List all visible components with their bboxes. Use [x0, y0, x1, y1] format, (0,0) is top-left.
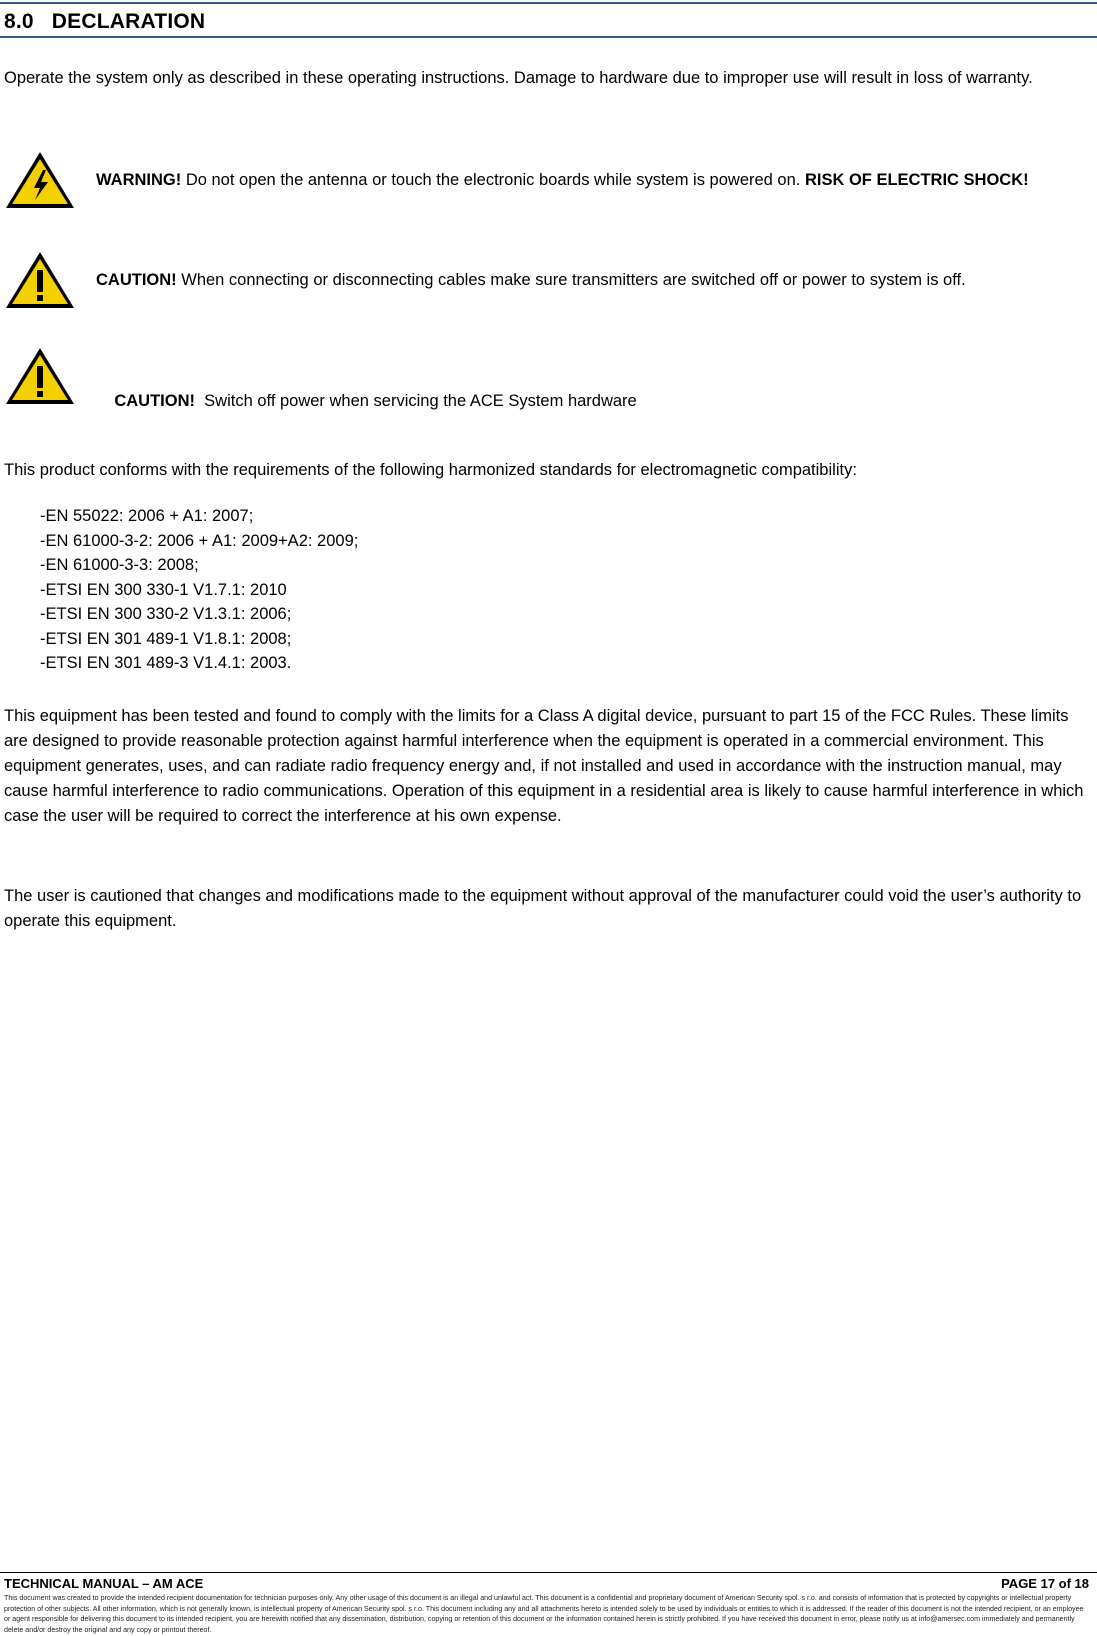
warning-body: Do not open the antenna or touch the electronic boards while system is powered on.: [181, 171, 805, 189]
user-caution-paragraph: The user is cautioned that changes and modifications made to the equipment without approval of the manufacturer could void the user’s authority to operate this equipment.: [4, 887, 1082, 930]
footer-rule: [0, 1572, 1097, 1573]
page-number: PAGE 17 of 18: [1001, 1576, 1089, 1591]
caution-icon: [4, 346, 76, 406]
standards-intro: This product conforms with the requirements of the following harmonized standards for electromagnetic compatibility:: [4, 461, 857, 479]
caution-text-cables: [96, 268, 1086, 293]
list-item: -ETSI EN 300 330-2 V1.3.1: 2006;: [40, 605, 292, 623]
section-heading: [4, 10, 205, 34]
warning-text: [96, 168, 1086, 193]
footer-disclaimer: This document was created to provide the intended recipient documentation for technician purposes only. Any other usage of this document is an illegal and unlawful act. This document is a confidential and proprietary document of American Security spol. s r.o. and consists of information that is protected by copyrights or intellectual property protection of other subjects. All other information, which is not generally known, is intellectual property of American Security spol. s r.o. This document including any and all attachments hereto is intended solely to be used by individuals or entities to which it is addressed. If the reader of this document is not the intended recipient, or an employee or agent responsible for delivering this document to its intended recipient, you are herewith notified that any dissemination, distribution, copying or retention of this document or the information contained herein is strictly prohibited. If you have received this document in error, please notify us at info@amersec.com immediately and permanently delete and/or destroy the original and any copy or printout thereof.: [4, 1594, 1084, 1634]
caution-notice-servicing: [4, 346, 1090, 416]
footer-title: TECHNICAL MANUAL – AM ACE: [4, 1576, 204, 1591]
electric-shock-warning-icon: [4, 150, 76, 210]
list-item: -ETSI EN 301 489-1 V1.8.1: 2008;: [40, 629, 292, 648]
section-number: 8.0: [4, 10, 34, 33]
warning-emphasis: RISK OF ELECTRIC SHOCK!: [804, 171, 1029, 189]
caution-body: Switch off power when servicing the ACE System hardware: [195, 392, 637, 410]
intro-paragraph: Operate the system only as described in these operating instructions. Damage to hardware due to improper use will result in loss of warranty.: [4, 69, 1033, 87]
standards-list: [40, 504, 358, 676]
section-title: DECLARATION: [51, 10, 206, 33]
warning-notice: [4, 150, 1090, 220]
list-item: -ETSI EN 300 330-1 V1.7.1: 2010: [40, 580, 287, 599]
caution-label: CAUTION!: [96, 271, 177, 289]
list-item: -ETSI EN 301 489-3 V1.4.1: 2003.: [40, 654, 292, 672]
warning-label: WARNING!: [96, 171, 182, 189]
list-item: -EN 61000-3-3: 2008;: [40, 556, 199, 574]
fcc-paragraph: This equipment has been tested and found to comply with the limits for a Class A digital device, pursuant to part 15 of the FCC Rules. These limits are designed to provide reasonable protection against harmful interference when the equipment is operated in a commercial environment. This equipment generates, uses, and can radiate radio frequency energy and, if not installed and used in accordance with the instruction manual, may cause harmful interference to radio communications. Operation of this equipment in a residential area is likely to cause harmful interference in which case the user will be required to correct the interference at his own expense.: [4, 707, 1084, 825]
caution-body: When connecting or disconnecting cables make sure transmitters are switched off or power to system is off.: [176, 271, 966, 289]
list-item: -EN 55022: 2006 + A1: 2007;: [40, 507, 254, 525]
caution-text-servicing: [96, 364, 1086, 439]
caution-icon: [4, 250, 76, 310]
list-item: -EN 61000-3-2: 2006 + A1: 2009+A2: 2009;: [40, 531, 359, 550]
section-heading-bar: [0, 2, 1097, 38]
caution-label: CAUTION!: [114, 392, 195, 410]
caution-notice-cables: [4, 250, 1090, 320]
